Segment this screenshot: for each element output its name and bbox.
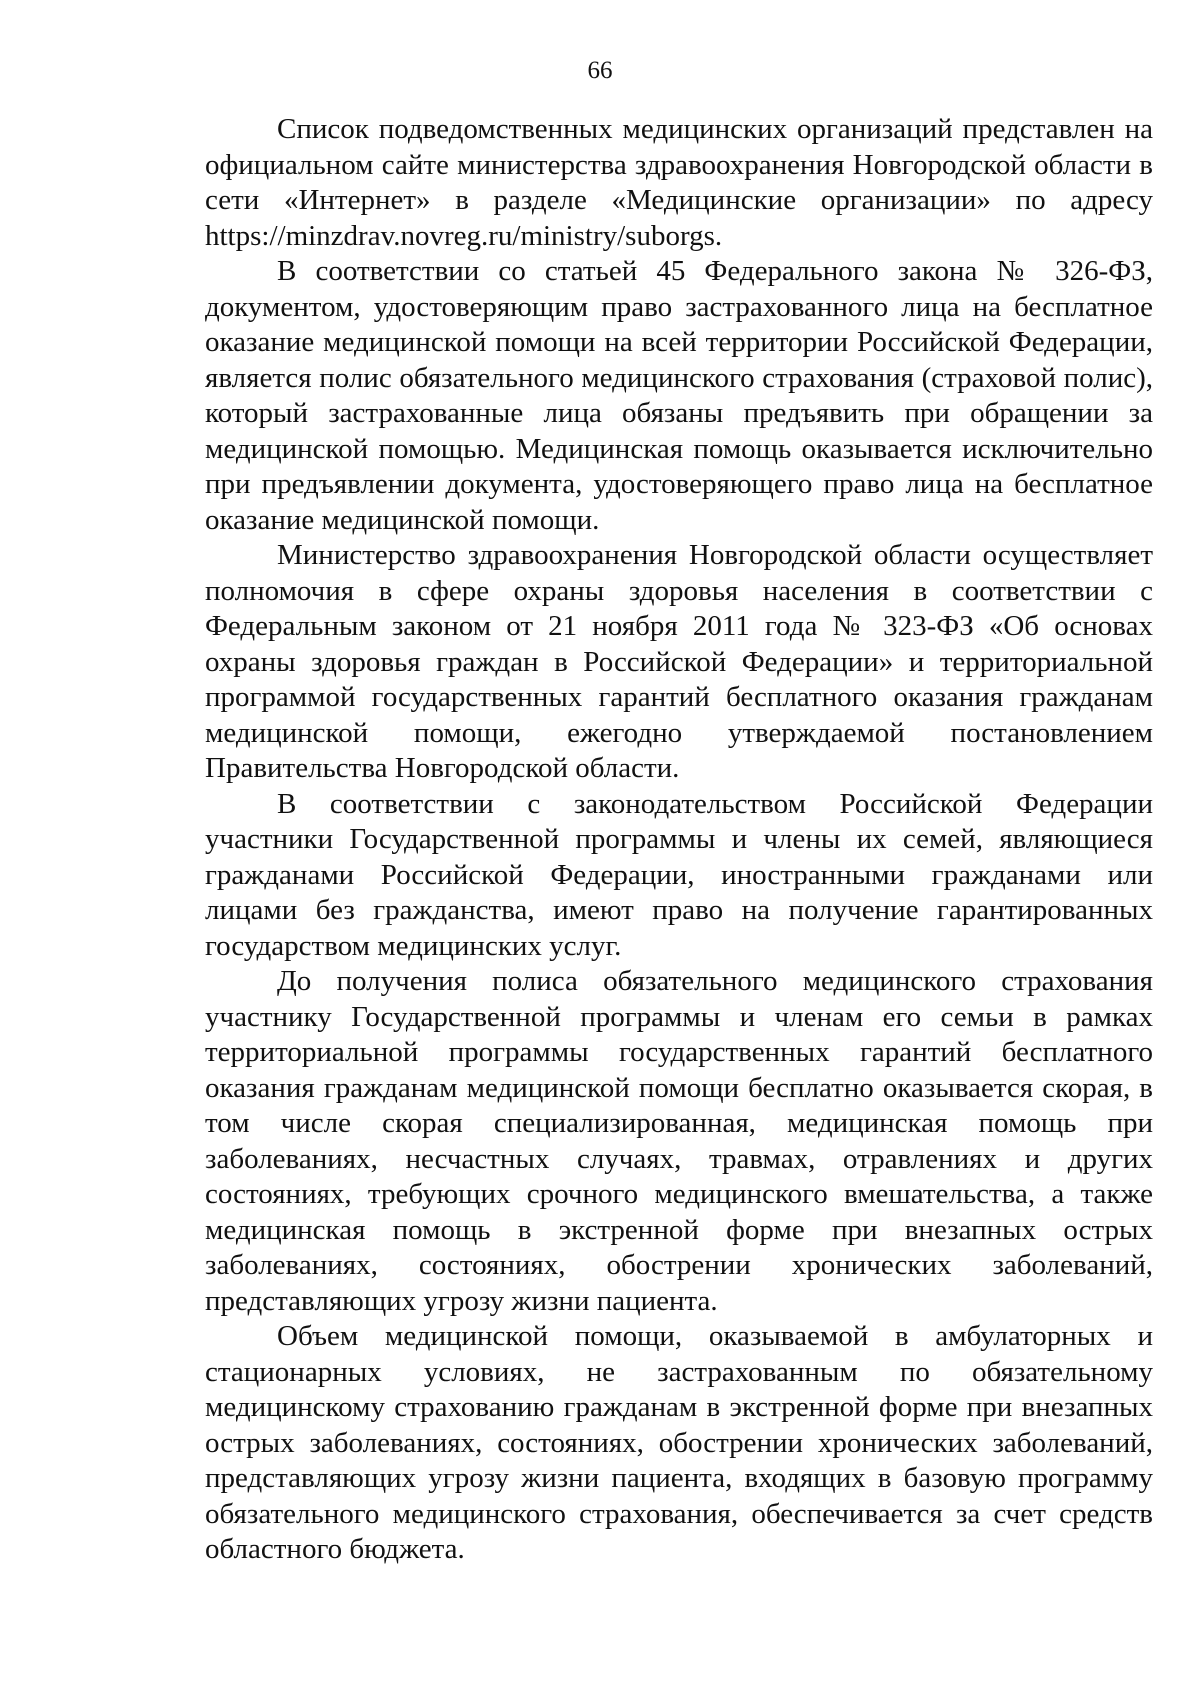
paragraph-regional-budget: Объем медицинской помощи, оказываемой в амбулаторных и стационарных условиях, не застрахованным по обязательному медицинскому страхованию гражданам в экстренной форме при внезапных острых заболеваниях, состояниях, обострении хронических заболеваний, представляющих угрозу жизни пациента, входящих в базовую программу обязательного медицинского страхования, обеспечивается за счет средств областного бюджета. bbox=[205, 1320, 1153, 1565]
paragraph-ministry-powers: Министерство здравоохранения Новгородской области осуществляет полномочия в сфере охраны здоровья населения в соответствии с Федеральным законом от 21 ноября 2011 года № 323-ФЗ «Об основах охраны здоровья граждан в Российской Федерации» и территориальной программой государственных гарантий бесплатного оказания гражданам медицинской помощи, ежегодно утверждаемой постановлением Правительства Новгородской области. bbox=[205, 539, 1153, 784]
document-body bbox=[205, 112, 1153, 1568]
paragraph-participant-rights: В соответствии с законодательством Российской Федерации участники Государственной программы и члены их семей, являющиеся гражданами Российской Федерации, иностранными гражданами или лицами без гражданства, имеют право на получение гарантированных государством медицинских услуг. bbox=[205, 787, 1153, 962]
page-number: 66 bbox=[587, 57, 613, 84]
paragraph-subordinate-organizations: Список подведомственных медицинских организаций представлен на официальном сайте министерства здравоохранения Новгородской области в сети «Интернет» в разделе «Медицинские организации» по адресу https://minzdrav.novreg.ru/ministry/suborgs. bbox=[205, 113, 1153, 252]
paragraph-emergency-care: До получения полиса обязательного медицинского страхования участнику Государственной программы и членам его семьи в рамках территориальной программы государственных гарантий бесплатного оказания гражданам медицинской помощи бесплатно оказывается скорая, в том числе скорая специализированная, медицинская помощь при заболеваниях, несчастных случаях, травмах, отравлениях и других состояниях, требующих срочного медицинского вмешательства, а также медицинская помощь в экстренной форме при внезапных острых заболеваниях, состояниях, обострении хронических заболеваний, представляющих угрозу жизни пациента. bbox=[205, 965, 1153, 1317]
paragraph-insurance-policy: В соответствии со статьей 45 Федерального закона № 326-ФЗ, документом, удостоверяющим право застрахованного лица на бесплатное оказание медицинской помощи на всей территории Российской Федерации, является полис обязательного медицинского страхования (страховой полис), который застрахованные лица обязаны предъявить при обращении за медицинской помощью. Медицинская помощь оказывается исключительно при предъявлении документа, удостоверяющего право лица на бесплатное оказание медицинской помощи. bbox=[205, 255, 1153, 536]
